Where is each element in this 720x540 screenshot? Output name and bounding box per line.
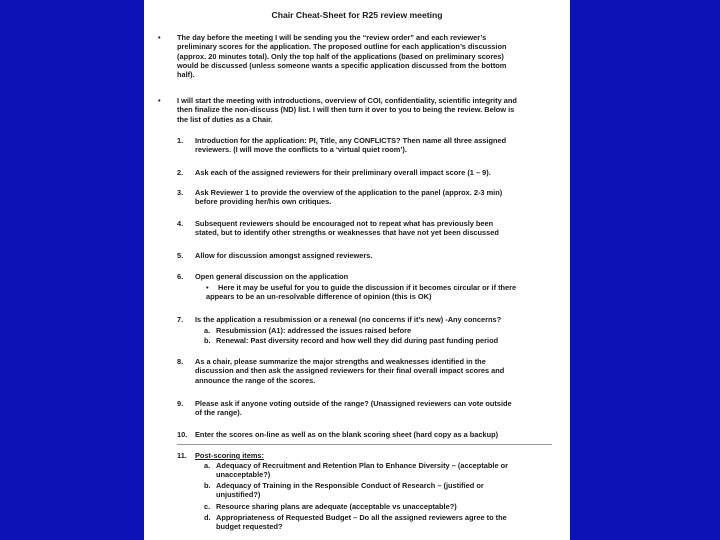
item-line: Introduction for the application: PI, Title, any CONFLICTS? Then name all three assigned (195, 136, 507, 145)
item-line: Is the application a resubmission or a renewal (no concerns if it’s new) -Any concerns? (195, 315, 502, 324)
sub-line: Resubmission (A1): addressed the issues raised before (216, 326, 412, 335)
bullet-marker: • (158, 96, 161, 105)
item-number: 11. (177, 451, 187, 460)
item-line: Open general discussion on the application (195, 272, 349, 281)
item-number: 5. (177, 251, 184, 260)
item-line: Enter the scores on-line as well as on the blank scoring sheet (hard copy as a backup) (195, 430, 499, 439)
sub-line: Adequacy of Training in the Responsible Conduct of Research – (justified or (216, 481, 484, 490)
item-number: 10. (177, 430, 188, 439)
sub-marker: a. (204, 326, 211, 335)
item-line: As a chair, please summarize the major strengths and weaknesses identified in the (195, 357, 486, 366)
item-line: Subsequent reviewers should be encouraged not to repeat what has previously been (195, 219, 494, 228)
sub-line: Resource sharing plans are adequate (acceptable vs unacceptable?) (216, 502, 457, 511)
item-number: 2. (177, 168, 184, 177)
item-line: discussion and then ask the assigned reviewers for their final overall impact scores and (195, 366, 505, 376)
bullet-line: (approx. 20 minutes total). Only the top half of the applications (based on preliminary scores) (177, 51, 504, 61)
sub-marker: d. (204, 513, 211, 522)
sub-marker: a. (204, 461, 211, 470)
document-page (144, 0, 570, 540)
sub-line: unacceptable?) (216, 470, 271, 480)
item-line: of the range). (195, 408, 242, 418)
item-line: Ask Reviewer 1 to provide the overview of the application to the panel (approx. 2-3 min) (195, 188, 503, 197)
bullet-line: The day before the meeting I will be sending you the “review order” and each reviewer’s (177, 33, 487, 42)
item-line: Allow for discussion amongst assigned reviewers. (195, 251, 373, 260)
item-number: 6. (177, 272, 184, 281)
bullet-line: half). (177, 70, 195, 80)
document-title: Chair Cheat-Sheet for R25 review meeting (271, 10, 443, 20)
item-number: 9. (177, 399, 184, 408)
item-line: Post-scoring items: (195, 451, 264, 460)
sub-line: unjustified?) (216, 490, 261, 500)
section-divider (177, 444, 552, 445)
item-line: Please ask if anyone voting outside of the range? (Unassigned reviewers can vote outside (195, 399, 512, 408)
item-line: stated, but to identify other strengths or weaknesses that have not yet been discussed (195, 228, 499, 238)
sub-line: budget requested? (216, 522, 283, 532)
sub-line: Here it may be useful for you to guide the discussion if it becomes circular or if there (218, 283, 517, 292)
item-number: 1. (177, 136, 184, 145)
bullet-line: the list of duties as a Chair. (177, 114, 273, 124)
sub-line: Renewal: Past diversity record and how well they did during past funding period (216, 336, 499, 345)
item-number: 7. (177, 315, 184, 324)
bullet-line: would be discussed (unless someone wants a specific application discussed from the bottom (177, 60, 507, 70)
item-number: 3. (177, 188, 184, 197)
item-line: reviewers. (I will move the conflicts to a ‘virtual quiet room’). (195, 145, 407, 155)
bullet-line: then finalize the non-discuss (ND) list. I will then turn it over to you to being the review. Below is (177, 105, 515, 115)
bullet-line: I will start the meeting with introductions, overview of COI, confidentiality, scientific integrity and (177, 96, 517, 105)
bullet-marker: • (158, 33, 161, 42)
item-line: Ask each of the assigned reviewers for their preliminary overall impact score (1 – 9). (195, 168, 491, 177)
sub-marker: c. (204, 502, 211, 511)
sub-marker: • (206, 283, 209, 292)
sub-line: Appropriateness of Requested Budget – Do all the assigned reviewers agree to the (216, 513, 507, 522)
sub-line: appears to be an un-resolvable difference of opinion (this is OK) (206, 292, 432, 302)
item-number: 8. (177, 357, 184, 366)
sub-marker: b. (204, 481, 211, 490)
sub-marker: b. (204, 336, 211, 345)
bullet-line: preliminary scores for the application. The proposed outline for each application’s discussion (177, 42, 507, 52)
sub-line: Adequacy of Recruitment and Retention Plan to Enhance Diversity – (acceptable or (216, 461, 508, 470)
item-number: 4. (177, 219, 184, 228)
item-line: announce the range of the scores. (195, 375, 316, 385)
item-line: before providing her/his own critiques. (195, 197, 332, 207)
